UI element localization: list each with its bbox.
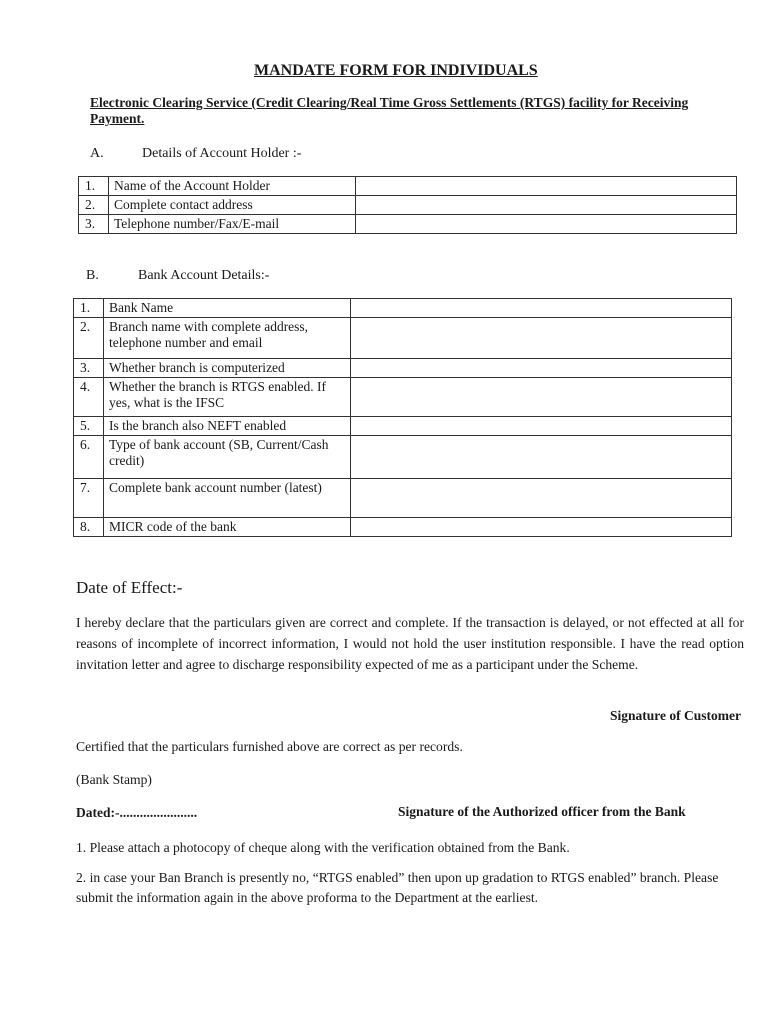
bank-account-table: [73, 298, 732, 537]
row-label: Name of the Account Holder: [109, 177, 356, 196]
table-row: [74, 417, 732, 436]
table-row: [79, 177, 737, 196]
section-b-heading: [86, 268, 269, 284]
section-b-number: B.: [86, 268, 99, 283]
section-a-number: A.: [90, 146, 104, 161]
row-number: 3.: [74, 359, 104, 378]
officer-signature-label: Signature of the Authorized officer from the Bank: [398, 804, 686, 819]
note-attach-cheque: 1. Please attach a photocopy of cheque along with the verification obtained from the Bank.: [76, 840, 570, 855]
form-subtitle: Electronic Clearing Service (Credit Clearing/Real Time Gross Settlements (RTGS) facility for Receiving Payment.: [90, 95, 689, 126]
contact-address-field[interactable]: [356, 196, 737, 215]
row-label: Whether the branch is RTGS enabled. If yes, what is the IFSC: [104, 378, 351, 417]
date-of-effect-label: Date of Effect:-: [76, 578, 183, 597]
table-row: [74, 359, 732, 378]
branch-details-field[interactable]: [351, 318, 732, 359]
table-row: [74, 299, 732, 318]
row-number: 8.: [74, 518, 104, 537]
row-number: 1.: [79, 177, 109, 196]
rtgs-ifsc-field[interactable]: [351, 378, 732, 417]
row-label: Type of bank account (SB, Current/Cash credit): [104, 436, 351, 479]
row-label: Branch name with complete address, telephone number and email: [104, 318, 351, 359]
bank-name-field[interactable]: [351, 299, 732, 318]
declaration-text: I hereby declare that the particulars given are correct and complete. If the transaction is delayed, or not effected at all for reasons of incomplete of incorrect information, I would not hold the user institution responsible. I have the read option invitation letter and agree to discharge responsibility expected of me as a participant under the Scheme.: [76, 615, 744, 672]
row-number: 2.: [79, 196, 109, 215]
account-number-field[interactable]: [351, 479, 732, 518]
row-label: Complete bank account number (latest): [104, 479, 351, 518]
table-row: [79, 196, 737, 215]
micr-code-field[interactable]: [351, 518, 732, 537]
table-row: [74, 378, 732, 417]
section-a-label: Details of Account Holder :-: [142, 146, 302, 161]
section-b-label: Bank Account Details:-: [138, 268, 270, 283]
table-row: [74, 479, 732, 518]
row-label: Complete contact address: [109, 196, 356, 215]
telephone-fax-email-field[interactable]: [356, 215, 737, 234]
form-title: MANDATE FORM FOR INDIVIDUALS: [254, 62, 538, 79]
account-holder-name-field[interactable]: [356, 177, 737, 196]
row-label: Is the branch also NEFT enabled: [104, 417, 351, 436]
table-row: [74, 318, 732, 359]
row-label: Bank Name: [104, 299, 351, 318]
table-row: [74, 518, 732, 537]
account-holder-table: [78, 176, 737, 234]
dated-label: Dated:-.......................: [76, 805, 198, 820]
row-number: 5.: [74, 417, 104, 436]
branch-computerized-field[interactable]: [351, 359, 732, 378]
account-type-field[interactable]: [351, 436, 732, 479]
section-a-heading: [90, 146, 301, 162]
row-number: 4.: [74, 378, 104, 417]
certification-text: Certified that the particulars furnished above are correct as per records.: [76, 739, 463, 754]
table-row: [79, 215, 737, 234]
bank-stamp-label: (Bank Stamp): [76, 772, 152, 787]
neft-enabled-field[interactable]: [351, 417, 732, 436]
table-row: [74, 436, 732, 479]
row-number: 6.: [74, 436, 104, 479]
row-number: 3.: [79, 215, 109, 234]
customer-signature-label: Signature of Customer: [610, 708, 741, 723]
row-label: Whether branch is computerized: [104, 359, 351, 378]
row-number: 2.: [74, 318, 104, 359]
row-number: 1.: [74, 299, 104, 318]
row-label: Telephone number/Fax/E-mail: [109, 215, 356, 234]
row-number: 7.: [74, 479, 104, 518]
row-label: MICR code of the bank: [104, 518, 351, 537]
note-rtgs-update: 2. in case your Ban Branch is presently no, “RTGS enabled” then upon up gradation to RTGS enabled” branch. Please submit the information again in the above proforma to the Department at the earliest.: [76, 870, 719, 905]
